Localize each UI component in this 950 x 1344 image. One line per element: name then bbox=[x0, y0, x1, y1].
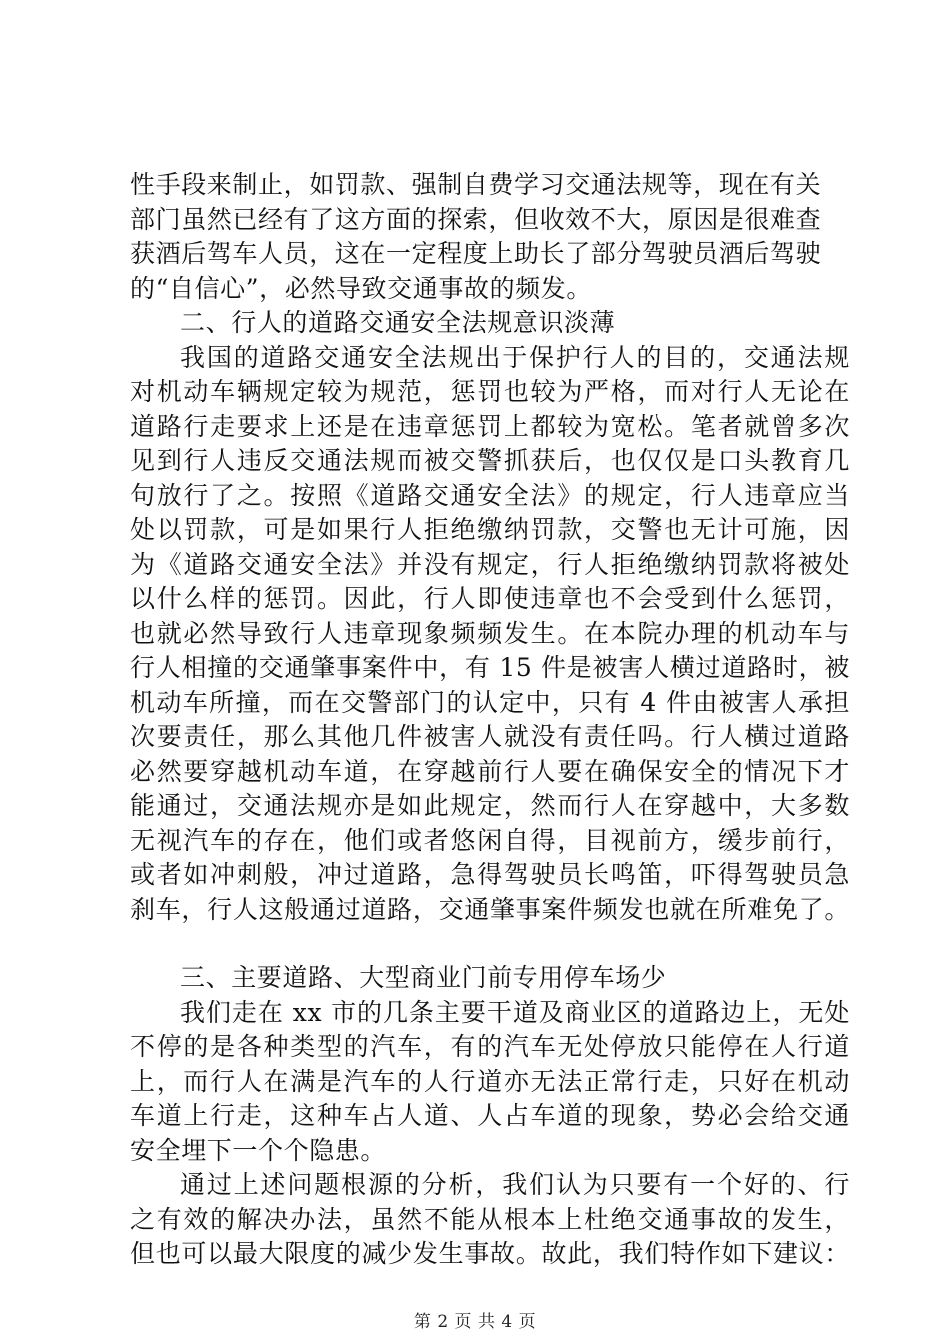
text-line: 安全埋下一个个隐患。 bbox=[130, 1135, 387, 1165]
text-line: 机动车所撞，而在交警部门的认定中，只有 4 件由被害人承担 bbox=[130, 687, 850, 717]
section-heading-2 bbox=[130, 306, 850, 341]
text-line: 性手段来制止，如罚款、强制自费学习交通法规等，现在有关 bbox=[130, 170, 822, 199]
text-line: 通过上述问题根源的分析，我们认为只要有一个好的、行 bbox=[180, 1170, 850, 1199]
text-line: 但也可以最大限度的减少发生事故。故此，我们特作如下建议： bbox=[130, 1239, 850, 1268]
heading-text: 三、主要道路、大型商业门前专用停车场少 bbox=[180, 963, 667, 992]
text-line: 刹车，行人这般通过道路，交通肇事案件频发也就在所难免了。 bbox=[130, 894, 850, 924]
text-line: 次要责任，那么其他几件被害人就没有责任吗。行人横过道路 bbox=[130, 722, 850, 751]
page-number-footer: 第 2 页 共 4 页 bbox=[413, 1312, 537, 1332]
text-line: 以什么样的惩罚。因此，行人即使违章也不会受到什么惩罚， bbox=[130, 584, 850, 613]
paragraph-pedestrian-awareness bbox=[130, 341, 850, 928]
text-line: 上，而行人在满是汽车的人行道亦无法正常行走，只好在机动 bbox=[130, 1066, 850, 1096]
text-line: 我国的道路交通安全法规出于保护行人的目的，交通法规 bbox=[180, 342, 850, 372]
text-line: 见到行人违反交通法规而被交警抓获后，也仅仅是口头教育几 bbox=[130, 446, 850, 475]
text-line: 我们走在 xx 市的几条主要干道及商业区的道路边上，无处 bbox=[180, 997, 850, 1027]
text-line: 能通过，交通法规亦是如此规定，然而行人在穿越中，大多数 bbox=[130, 791, 850, 820]
heading-text: 二、行人的道路交通安全法规意识淡薄 bbox=[180, 308, 616, 337]
paragraph-drunk-driving-end bbox=[130, 168, 850, 306]
text-line: 道路行走要求上还是在违章惩罚上都较为宽松。笔者就曾多次 bbox=[130, 411, 850, 441]
text-line: 的“自信心”，必然导致交通事故的频发。 bbox=[130, 273, 592, 303]
paragraph-gap bbox=[130, 927, 850, 961]
text-line: 处以罚款，可是如果行人拒绝缴纳罚款，交警也无计可施，因 bbox=[130, 515, 850, 544]
paragraph-conclusion bbox=[130, 1168, 850, 1272]
section-heading-3 bbox=[130, 961, 850, 996]
text-line: 部门虽然已经有了这方面的探索，但收效不大，原因是很难查 bbox=[130, 204, 822, 234]
paragraph-parking-shortage bbox=[130, 996, 850, 1169]
text-line: 不停的是各种类型的汽车，有的汽车无处停放只能停在人行道 bbox=[130, 1032, 850, 1061]
text-line: 获酒后驾车人员，这在一定程度上助长了部分驾驶员酒后驾驶 bbox=[130, 239, 822, 268]
text-line: 或者如冲刺般，冲过道路，急得驾驶员长鸣笛，吓得驾驶员急 bbox=[130, 860, 850, 889]
text-line: 也就必然导致行人违章现象频频发生。在本院办理的机动车与 bbox=[130, 618, 850, 648]
text-line: 句放行了之。按照《道路交通安全法》的规定，行人违章应当 bbox=[130, 480, 850, 510]
text-line: 对机动车辆规定较为规范，惩罚也较为严格，而对行人无论在 bbox=[130, 377, 850, 406]
text-line: 之有效的解决办法，虽然不能从根本上杜绝交通事故的发生， bbox=[130, 1204, 850, 1234]
document-page bbox=[130, 168, 850, 1272]
text-line: 为《道路交通安全法》并没有规定，行人拒绝缴纳罚款将被处 bbox=[130, 549, 850, 579]
text-line: 行人相撞的交通肇事案件中，有 15 件是被害人横过道路时，被 bbox=[130, 653, 850, 682]
text-line: 必然要穿越机动车道，在穿越前行人要在确保安全的情况下才 bbox=[130, 756, 850, 786]
text-line: 车道上行走，这种车占人道、人占车道的现象，势必会给交通 bbox=[130, 1101, 850, 1130]
text-line: 无视汽车的存在，他们或者悠闲自得，目视前方，缓步前行， bbox=[130, 825, 850, 855]
